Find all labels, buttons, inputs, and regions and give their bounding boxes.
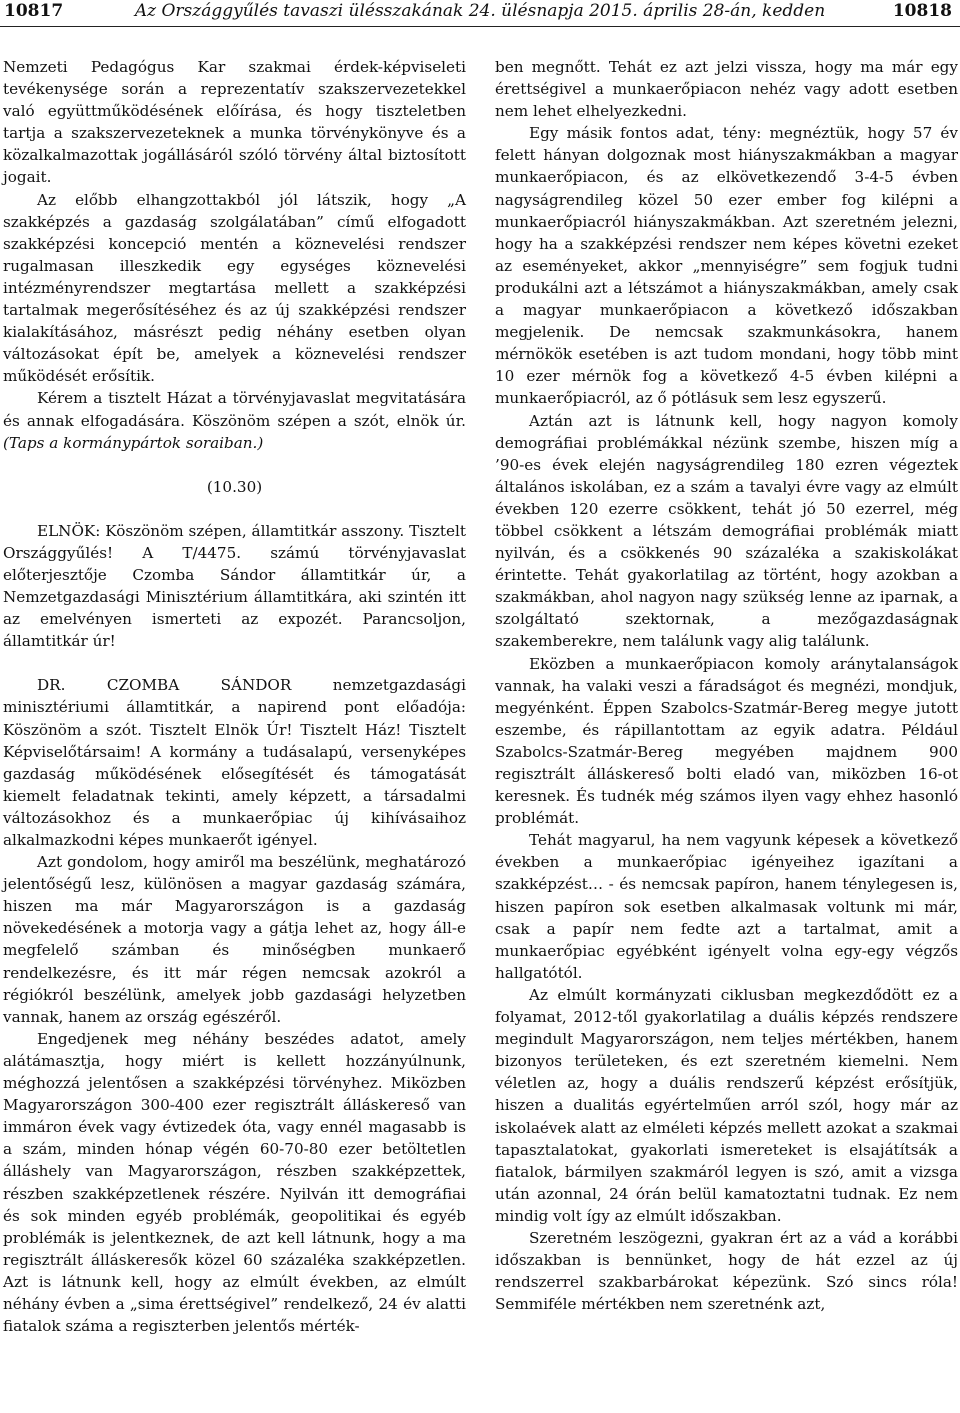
paragraph: Szeretném leszögezni, gyakran ért az a vád a korábbi időszakban is bennünket, hogy de hát ezzel az új rendszerrel szakbarbárokat képezünk. Szó sincs róla! Semmiféle mértékben nem szeretnénk azt, [495, 1228, 958, 1314]
paragraph: Nemzeti Pedagógus Kar szakmai érdek-képviseleti tevékenysége során a reprezentatív szakszervezetekkel való együttműködésének előírása, és hogy tiszteletben tartja a szakszervezeteknek a munka törvénykönyve és a közalkalmazottak jogállásáról szóló törvény által biztosított jogait. [3, 58, 466, 187]
paragraph: Azt gondolom, hogy amiről ma beszélünk, meghatározó jelentőségű lesz, különösen a magyar gazdaság számára, hiszen ma már Magyarországon is a gazdaság növekedésének a motorja vagy a gátja lehet az, hogy áll-e megfelelő számban és minőségben munkaerő rendelkezésre, és itt már régen nemcsak azokról a régiókról beszélünk, amelyek jobb gazdasági helyzetben vannak, hanem az ország egészéről. [3, 853, 466, 1026]
paragraph: ELNÖK: Köszönöm szépen, államtitkár asszony. Tisztelt Országgyűlés! A T/4475. számú törvényjavaslat előterjesztője Czomba Sándor államtitkár úr, a Nemzetgazdasági Minisztérium államtitkára, aki szintén itt az emelvényen ismerteti az expozét. Parancsoljon, államtitkár úr! [3, 521, 466, 651]
paragraph: Az elmúlt kormányzati ciklusban megkezdődött ez a folyamat, 2012-től gyakorlatilag a duális képzés rendszere megindult Magyarországon, nem teljes mértékben, hanem bizonyos területeken, és ezt szeretném kiemelni. Nem véletlen az, hogy a duális rendszerű képzést erősítjük, hiszen a dualitás egyértelműen arról szól, hogy már az iskolaévek alatt az elméleti képzés mellett azokat a szakmai tapasztalatokat, gyakorlati ismereteket is elsajátítsák a fiatalok, bármilyen szakmáról legyen is szó, amit a vizsga után azonnal, 24 órán belül kamatoztatni tudnak. Ez nem mindig volt így az elmúlt időszakban. [495, 985, 958, 1225]
applause-note: (Taps a kormánypártok soraiban.) [3, 433, 264, 452]
paragraph: Az előbb elhangzottakból jól látszik, hogy „A szakképzés a gazdaság szolgálatában” című elfogadott szakképzési koncepció mentén a köznevelési rendszer rugalmasan illeszkedik egy egységes köznevelési intézményrendszer megtartása mellett a szakképzési tartalmak megerősítéséhez és az új szakképzési rendszer kialakításához, másrészt pedig néhány esetben olyan változásokat épít be, amelyek a köznevelési rendszer működését erősítik. [3, 190, 466, 386]
left-column [3, 56, 466, 1337]
paragraph: Egy másik fontos adat, tény: megnéztük, hogy 57 év felett hányan dolgoznak most hiányszakmákban a magyar munkaerőpiacon, és az elkövetkezendő 3-4-5 évben nagyságrendileg közel 50 ezer ember fog kilépni a munkaerőpiacról hiányszakmákban. Azt szeretném jelezni, hogy ha a szakképzési rendszer nem képes követni ezeket az eseményeket, akkor „mennyiségre” sem fogjuk tudni produkálni azt a létszámot a hiányszakmákban, amely csak a magyar munkaerőpiacon a következő időszakban megjelenik. De nemcsak szakmunkásokra, hanem mérnökök esetében is azt tudom mondani, hogy több mint 10 ezer mérnök fog a következő 4-5 évben kilépni a munkaerőpiacról, az ő pótlásuk sem lesz egyszerű. [495, 124, 958, 408]
page-number-right: 10818 [892, 1, 952, 21]
paragraph: DR. CZOMBA SÁNDOR nemzetgazdasági minisztériumi államtitkár, a napirend pont előadója: Köszönöm a szót. Tisztelt Elnök Úr! Tisztelt Ház! Tisztelt Képviselőtársaim! A kormány a tudásalapú, versenyképes gazdaság működésének elősegítését és támogatását kiemelt feladatnak tekinti, amely képzett, a társadalmi változásokhoz és a munkaerőpiac új kihívásaihoz alkalmazkodni képes munkaerőt igényel. [3, 676, 466, 849]
page-number-left: 10817 [4, 1, 64, 21]
time-marker: (10.30) [206, 477, 263, 496]
paragraph-text: Kérem a tisztelt Házat a törvényjavaslat megvitatására és annak elfogadására. Köszönöm szépen a szót, elnök úr. [3, 389, 466, 430]
paragraph: Eközben a munkaerőpiacon komoly aránytalanságok vannak, ha valaki veszi a fáradságot és megnézi, mondjuk, megyénként. Éppen Szabolcs-Szatmár-Bereg megye jutott eszembe, és rápillantottam az egyik adatra. Például Szabolcs-Szatmár-Bereg megyében majdnem 900 regisztrált álláskereső bolti eladó van, miközben 16-ot keresnek. És tudnék még számos ilyen vagy ehhez hasonló problémát. [495, 654, 958, 828]
header-divider [0, 26, 960, 27]
header-title: Az Országgyűlés tavaszi ülésszakának 24. ülésnapja 2015. április 28-án, kedden [134, 1, 826, 21]
paragraph: ben megnőtt. Tehát ez azt jelzi vissza, hogy ma már egy érettségivel a munkaerőpiacon nehéz vagy adott esetben nem lehet elhelyezkedni. [495, 58, 958, 121]
paragraph [3, 387, 466, 453]
right-column [495, 56, 958, 1315]
paragraph: Aztán azt is látnunk kell, hogy nagyon komoly demográfiai problémákkal nézünk szembe, hiszen míg a ’90-es évek elején nagyságrendileg 180 ezren végeztek általános iskolában, ez a szám a tavalyi évre vagy az elmúlt években 120 ezerre csökkent, tehát jó 50 ezerrel, még többel csökkent a létszám demográfiai problémák miatt nyilván, és a csökkenés 90 százaléka a szakiskolákat érintette. Tehát gyakorlatilag az történt, hogy azokban a szakmákban, ahol nagyon nagy szükség lenne az iparnak, a szolgáltató szektornak, a mezőgazdaságnak szakemberekre, nem találunk vagy alig találunk. [495, 411, 958, 651]
paragraph: Tehát magyarul, ha nem vagyunk képesek a következő években a munkaerőpiac igényeihez igazítani a szakképzést… - és nemcsak papíron, hanem ténylegesen is, hiszen papíron sok esetben alkalmasak voltunk mi már, csak a papír nem fedte azt a tartalmat, amit a munkaerőpiac egyébként igényelt volna egy-egy végzős hallgatótól. [495, 831, 958, 982]
paragraph: Engedjenek meg néhány beszédes adatot, amely alátámasztja, hogy miért is kellett hozzányúlnunk, méghozzá jelentősen a szakképzési törvényhez. Miközben Magyarországon 300-400 ezer regisztrált álláskereső van immáron évek vagy évtizedek óta, vagy ennél magasabb is a szám, minden hónap végén 60-70-80 ezer betöltetlen álláshely van Magyarországon, részben szakképzettek, részben szakképzetlenek részére. Nyilván itt demográfiai és sok minden egyéb problémák, geopolitikai és egyéb problémák is jelentkeznek, de azt kell látnunk, hogy a ma regisztrált álláskeresők közel 60 százaléka szakképzetlen. Azt is látnunk kell, hogy az elmúlt években, az elmúlt néhány évben a „sima érettségivel” rendelkező, 24 év alatti fiatalok száma a regiszterben jelentős mérték- [3, 1029, 466, 1336]
